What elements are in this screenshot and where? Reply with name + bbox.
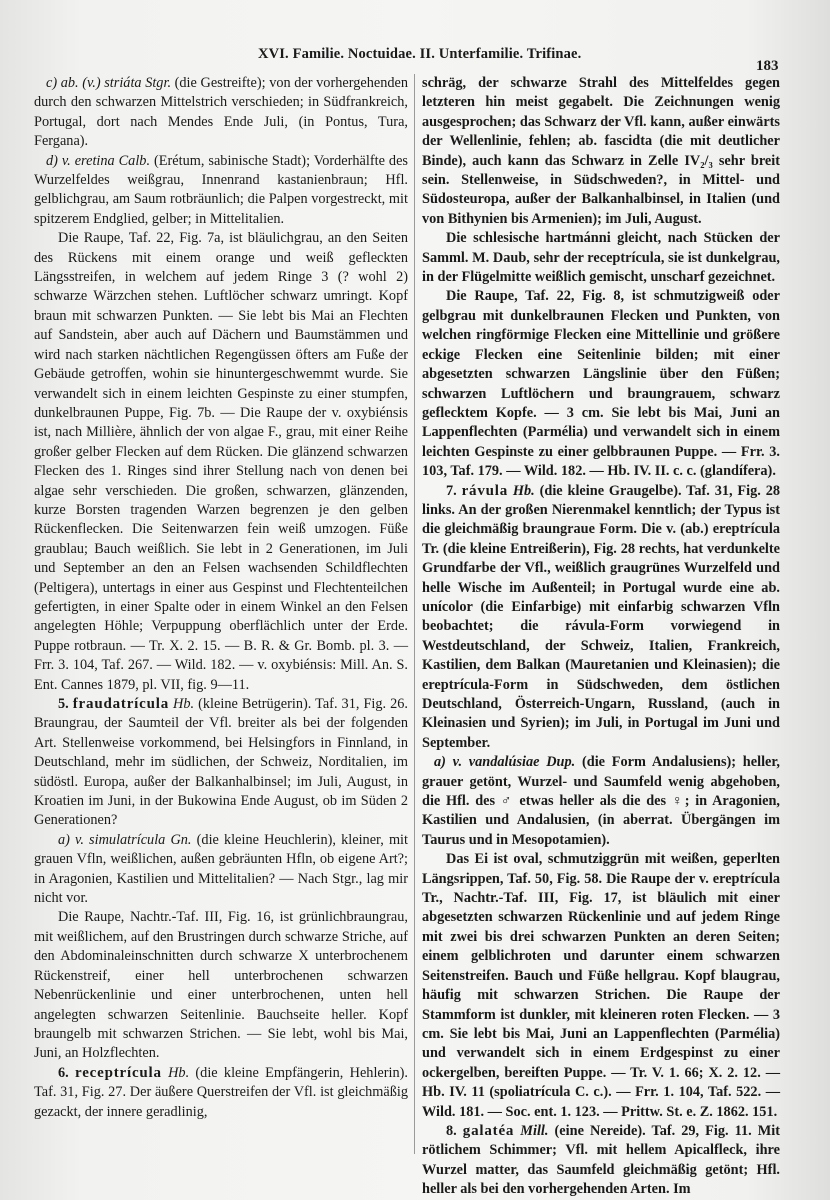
paragraph-ab-striata [34, 74, 408, 152]
paragraph-raupe-receptricula: Die Raupe, Taf. 22, Fig. 8, ist schmutzigweiß oder gelbgrau mit dunkelbraunen Flecken und Punkten, von welchen ringförmige Flecken eine Mittellinie und größere eckige Flecken eine Seitenlinie bilden; mit einer abgesetzten schwarzen Längslinie über den Füßen; schwarzen Luftlöchern und braungrauem, schwarz geflecktem Kopfe. — 3 cm. Sie lebt bis Mai, Juni an Lappenflechten (Parmélia) und verwandelt sich in einem leichten Gespinste zu einer gelbbraunen Puppe. — Frr. 3. 103, Taf. 179. — Wild. 182. — Hb. IV. II. c. c. (glandífera). [422, 288, 780, 480]
species-entry-receptricula [34, 1064, 408, 1122]
paragraph-text: (kleine Betrügerin). Taf. 31, Fig. 26. Braungrau, der Saumteil der Vfl. breiter als bei der folgenden Art. Stellenweise vorkommend, bei Helsingfors in Finnland, in Deutschland, mehr im südlichen, der Schweiz, Norditalien, im südöstl. Europa, außer der Balkanhalbinsel; im Juli, August, in Kroatien im Juni, in der Bukowina Ende August, ob im Süden 2 Generationen? [34, 696, 408, 829]
paragraph-text: (die kleine Heuchlerin), kleiner, mit grauen Vfln, weißlichen, außen gebräunten Hfln, ob eigene Art?; in Aragonien, Kastilien und Mittelitalien? — Nach Stgr., lag mir nicht vor. [34, 831, 409, 907]
species-author: Hb. [169, 696, 195, 712]
paragraph-v-vandalusiae [422, 753, 780, 850]
species-number: 5. [58, 696, 69, 712]
paragraph-text: (die Form Andalusiens); heller, grauer getönt, Wurzel- und Saumfeld wenig abgehoben, die Hfl. des ♂ etwas heller als die des ♀; in Aragonien, Kastilien und Andalusien, (in aberrat. Übergängen im Taurus und in Mesopotamien). [422, 754, 780, 848]
species-author: Hb. [161, 1064, 190, 1081]
species-name: receptrícula [75, 1064, 162, 1081]
paragraph-text: (die kleine Empfängerin, Hehlerin). Taf. 31, Fig. 27. Der äußere Querstreifen der Vfl. ist gleichmäßig gezackt, der innere geradlinig, [34, 1064, 408, 1120]
species-number: 7. [446, 482, 457, 499]
species-entry-galatea [422, 1122, 780, 1200]
paragraph-ei-ravula: Das Ei ist oval, schmutziggrün mit weißen, geperlten Längsrippen, Taf. 50, Fig. 58. Die Raupe der v. ereptrícula Tr., Nachtr.-Taf. III, Fig. 17, ist bläulich mit einer abgesetzten schwarzen Rückenlinie und auf jedem Ringe mit zwei bis drei schwarzen Punkten an deren Seiten; einem gelblichroten und darunter einem schwarzen Seitenstreifen. Bauch und Füße hellgrau. Kopf blaugrau, häufig mit schwarzen Strichen. Die Raupe der Stammform ist dunkler, mit kleineren roten Flecken. — 3 cm. Sie lebt bis Mai, Juni an Lappenflechten (Parmélia) und verwandelt sich in einem Erdgespinst zu einer ockergelben, bereiften Puppe. — Tr. V. 1. 66; X. 2. 12. — Hb. IV. 11 (spoliatrícula C. c.). — Frr. 1. 104, Taf. 522. — Wild. 181. — Soc. ent. 1. 123. — Prittw. St. e. Z. 1862. 151. [422, 851, 780, 1120]
species-author: Hb. [508, 482, 535, 499]
paragraph-hartmanni: Die schlesische hartmánni gleicht, nach Stücken der Samml. M. Daub, sehr der receptrícula, sie ist dunkelgrau, in der Flügelmitte weißlich gemischt, unscharf gezeichnet. [422, 230, 780, 286]
paragraph-raupe-description: Die Raupe, Taf. 22, Fig. 7a, ist bläulichgrau, an den Seiten des Rückens mit einem orange und weiß gefleckten Längsstreifen, in welchem auf jedem Ringe 3 (? wohl 2) schwarze Wärzchen stehen. Luftlöcher schwarz umringt. Kopf braun mit schwarzen Punkten. — Sie lebt bis Mai an Flechten auf Sandstein, aber auch auf Dächern und Baumstämmen und wird nach starken nächtlichen Regengüssen öfters am Fuße der Gebäude getroffen, wohin sie hinuntergeschwemmt wurde. Sie verwandelt sich in einem leichten Gespinste zu einer stumpfen, dunkelbraunen Puppe, Fig. 7b. — Die Raupe der v. oxybiénsis ist, nach Millière, ähnlich der von algae F., grau, mit einer Reihe großer gelber Flecken auf dem Rücken. Die glänzend schwarzen Flecken des 1. Ringes sind ihrer Stellung nach von denen bei algae sehr verschieden. Die großen, schwarzen, glänzenden, kurze Borsten tragenden Warzen begrenzen je den gelben Rückenflecken. Die Seitenwarzen fein weiß umzogen. Füße graublau; Bauch weißlich. Sie lebt in 2 Generationen, im Juli und September an den an Felsen wachsenden Schildflechten (Peltigera), untertags in einer aus Gespinst und Flechtenteilchen gefertigten, in einer Spalte oder in einem Winkel an den Felsen angelegten Höhle; Verpuppung oberflächlich unter der Erde. Puppe rotbraun. — Tr. X. 2. 15. — B. R. & Gr. Bomb. pl. 3. — Frr. 3. 104, Taf. 267. — Wild. 182. — v. oxybiénsis: Mill. An. S. Ent. Cannes 1879, pl. VII, fig. 9—11. [34, 230, 408, 693]
paragraph-continuation: schräg, der schwarze Strahl des Mittelfeldes gegen letzteren hin meist gegabelt. Die Zeichnungen wenig ausgesprochen; das Schwarz der Vfl. kann, außer einwärts der Wellenlinie, fehlen; ab. fascidta (die mit deutlicher Binde), auch kann das Schwarz in Zelle IV₂/₃ sehr breit sein. Stellenweise, in Südschweden?, in Mittel- und Südosteuropa, außer der Balkanhalbinsel, in Italien (und von Bithynien bis Armenien); im Juli, August. [422, 75, 780, 227]
page-number: 183 [756, 58, 779, 74]
paragraph-text: (Erétum, sabinische Stadt); Vorderhälfte des Wurzelfeldes weißgrau, Innenrand kastanienbraun; Hfl. gelblichgrau, am Saum rotbräunlich; die Palpen vorgestreckt, mit spitzerem Endglied, gelber; in Mittelitalien. [34, 152, 408, 227]
species-name: fraudatrícula [72, 696, 169, 712]
taxon-label: d) v. eretina Calb. [46, 152, 151, 169]
paragraph-v-simulatricula [34, 831, 408, 909]
paragraph-text: (die kleine Graugelbe). Taf. 31, Fig. 28 links. An der großen Nierenmakel kenntlich; der Typus ist die gleichmäßig braungraue Form. Die v. (ab.) ereptrícula Tr. (die kleine Entreißerin), Fig. 28 rechts, hat verdunkelte Grundfarbe der Vfl., weißlich graugrünes Wurzelfeld und helle Wische im Außenteil; in Portugal wurde eine ab. unícolor (die Einfarbige) mit einfarbig schwarzen Vfln beobachtet; die rávula-Form vorwiegend in Westdeutschland, der Schweiz, Italien, Frankreich, Kastilien, dem Balkan (Mauretanien und Kleinasien); die ereptrícula-Form in Südschweden, dem östlichen Deutschland, Österreich-Ungarn, Russland, (auch in Kleinasien und Syrien); im Juli, in Portugal im Juni und September. [422, 482, 781, 751]
column-divider [414, 74, 415, 1154]
species-name: rávula [461, 482, 509, 499]
running-head: XVI. Familie. Noctuidae. II. Unterfamilie. Trifinae. [258, 46, 582, 62]
species-number: 6. [58, 1064, 69, 1081]
paragraph-text: (die Gestreifte); von der vorhergehenden durch den schwarzen Mittelstrich verschieden; in Südfrankreich, Portugal, dort nach Mendes Ende Juli, (in Pontus, Tura, Fergana). [34, 75, 408, 150]
taxon-label: a) v. simulatrícula Gn. [58, 831, 192, 848]
paragraph-text: (eine Nereide). Taf. 29, Fig. 11. Mit rötlichem Schimmer; Vfl. mit hellem Apicalfleck, ihre Wurzel matter, das Saumfeld gleichmäßig getönt; Hfl. heller als bei den vorhergehenden Arten. Im [422, 1122, 780, 1198]
right-column [422, 74, 781, 1198]
species-author: Mill. [514, 1122, 549, 1139]
taxon-label: c) ab. (v.) striáta Stgr. [46, 75, 172, 91]
species-entry-fraudatricula [34, 695, 408, 831]
paragraph-raupe-fraudatricula: Die Raupe, Nachtr.-Taf. III, Fig. 16, ist grünlichbraungrau, mit weißlichem, auf den Brustringen durch schwarze Striche, auf den Abdominaleinschnitten durch schwarze X unterbrochenem Rückenstreif, einer hell unterbrochenen schwarzen Nebenrückenlinie und einer unterbrochenen, unten hell angelegten schwarzen Seitenlinie. Bauchseite heller. Kopf braungelb mit schwarzen Strichen. — Sie lebt, wohl bis Mai, Juni, an Holzflechten. [34, 909, 408, 1062]
left-column [34, 74, 408, 1180]
taxon-label: a) v. vandalúsiae Dup. [434, 754, 576, 771]
page-header [0, 44, 830, 74]
species-name: galatéa [462, 1122, 515, 1139]
paragraph-v-eretina [34, 152, 408, 230]
species-entry-ravula [422, 482, 780, 754]
species-number: 8. [446, 1122, 457, 1139]
